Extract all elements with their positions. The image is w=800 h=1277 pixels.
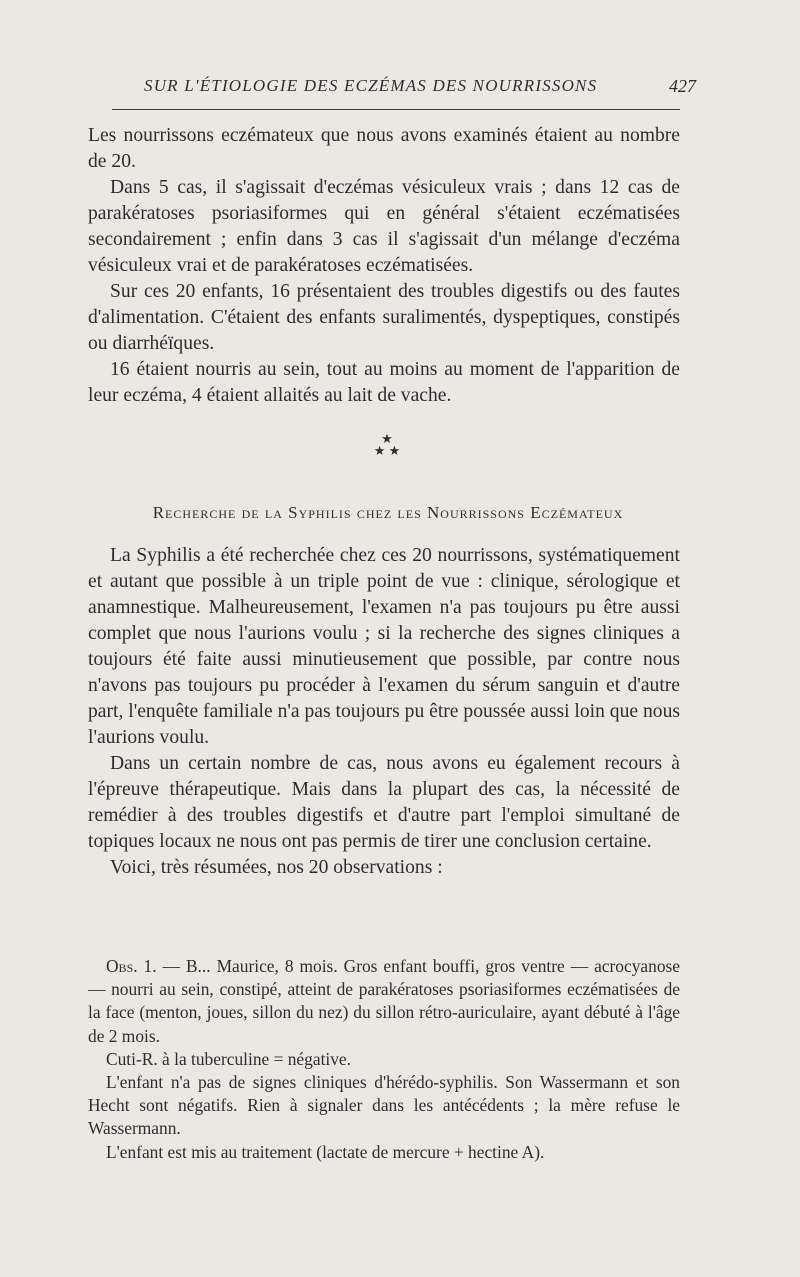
observation-line: L'enfant est mis au traitement (lactate de mercure + hectine A). [106, 1141, 545, 1162]
observation-text: — B... Maurice, 8 mois. Gros enfant bouffi, gros ventre — acrocyanose — nourri au sein, constipé, atteint de parakératoses psoriasiformes eczématisées de la face (menton, joues, sillon du nez) du sillon rétro-auriculaire, ayant débuté à l'âge de 2 mois. [88, 956, 680, 1046]
observation-first-paragraph [88, 955, 680, 1048]
paragraph: 16 étaient nourris au sein, tout au moins au moment de l'apparition de leur eczéma, 4 étaient allaités au lait de vache. [88, 359, 680, 406]
intro-text [88, 123, 680, 409]
paragraph: Dans un certain nombre de cas, nous avons eu également recours à l'épreuve thérapeutique. Mais dans la plupart des cas, la nécessité de remédier à des troubles digestifs et d'autre part l'emploi simultané de topiques locaux ne nous ont pas permis de tirer une conclusion certaine. [88, 753, 680, 852]
header-rule [112, 109, 680, 110]
paragraph: Sur ces 20 enfants, 16 présentaient des troubles digestifs ou des fautes d'alimentation. C'étaient des enfants suralimentés, dyspeptiques, constipés ou diarrhéïques. [88, 281, 680, 354]
asterism-ornament: ★ ★ ★ [373, 431, 401, 458]
section-text [88, 543, 680, 881]
observation-line: L'enfant n'a pas de signes cliniques d'hérédo-syphilis. Son Wassermann et son Hecht sont négatifs. Rien à signaler dans les antécédents ; la mère refuse le Wassermann. [88, 1072, 680, 1139]
paragraph: Dans 5 cas, il s'agissait d'eczémas vésiculeux vrais ; dans 12 cas de parakératoses psoriasiformes qui en général s'étaient eczématisées secondairement ; enfin dans 3 cas il s'agissait d'un mélange d'eczéma vésiculeux vrai et de parakératoses eczématisées. [88, 177, 680, 276]
page-header [88, 76, 696, 104]
paragraph: Voici, très résumées, nos 20 observations : [110, 857, 443, 878]
running-title: SUR L'ÉTIOLOGIE DES ECZÉMAS DES NOURRISSONS [144, 76, 598, 95]
paragraph: La Syphilis a été recherchée chez ces 20 nourrissons, systématiquement et autant que possible à un triple point de vue : clinique, sérologique et anamnestique. Malheureusement, l'examen n'a pas toujours pu être aussi complet que nous l'aurions voulu ; si la recherche des signes cliniques a toujours été faite aussi minutieusement que possible, par contre nous n'avons pas toujours pu procéder à l'examen du sérum sanguin et d'autre part, l'enquête familiale n'a pas toujours pu être poussée aussi loin que nous l'aurions voulu. [88, 545, 681, 748]
observation-line: Cuti-R. à la tuberculine = négative. [106, 1048, 351, 1069]
page-number: 427 [669, 76, 696, 96]
observation-label: Obs. 1. [106, 956, 157, 976]
section-heading: Recherche de la Syphilis chez les Nourrissons Eczémateux [152, 503, 624, 522]
paragraph: Les nourrissons eczémateux que nous avons examinés étaient au nombre de 20. [88, 125, 680, 172]
observation-block [88, 955, 680, 1164]
